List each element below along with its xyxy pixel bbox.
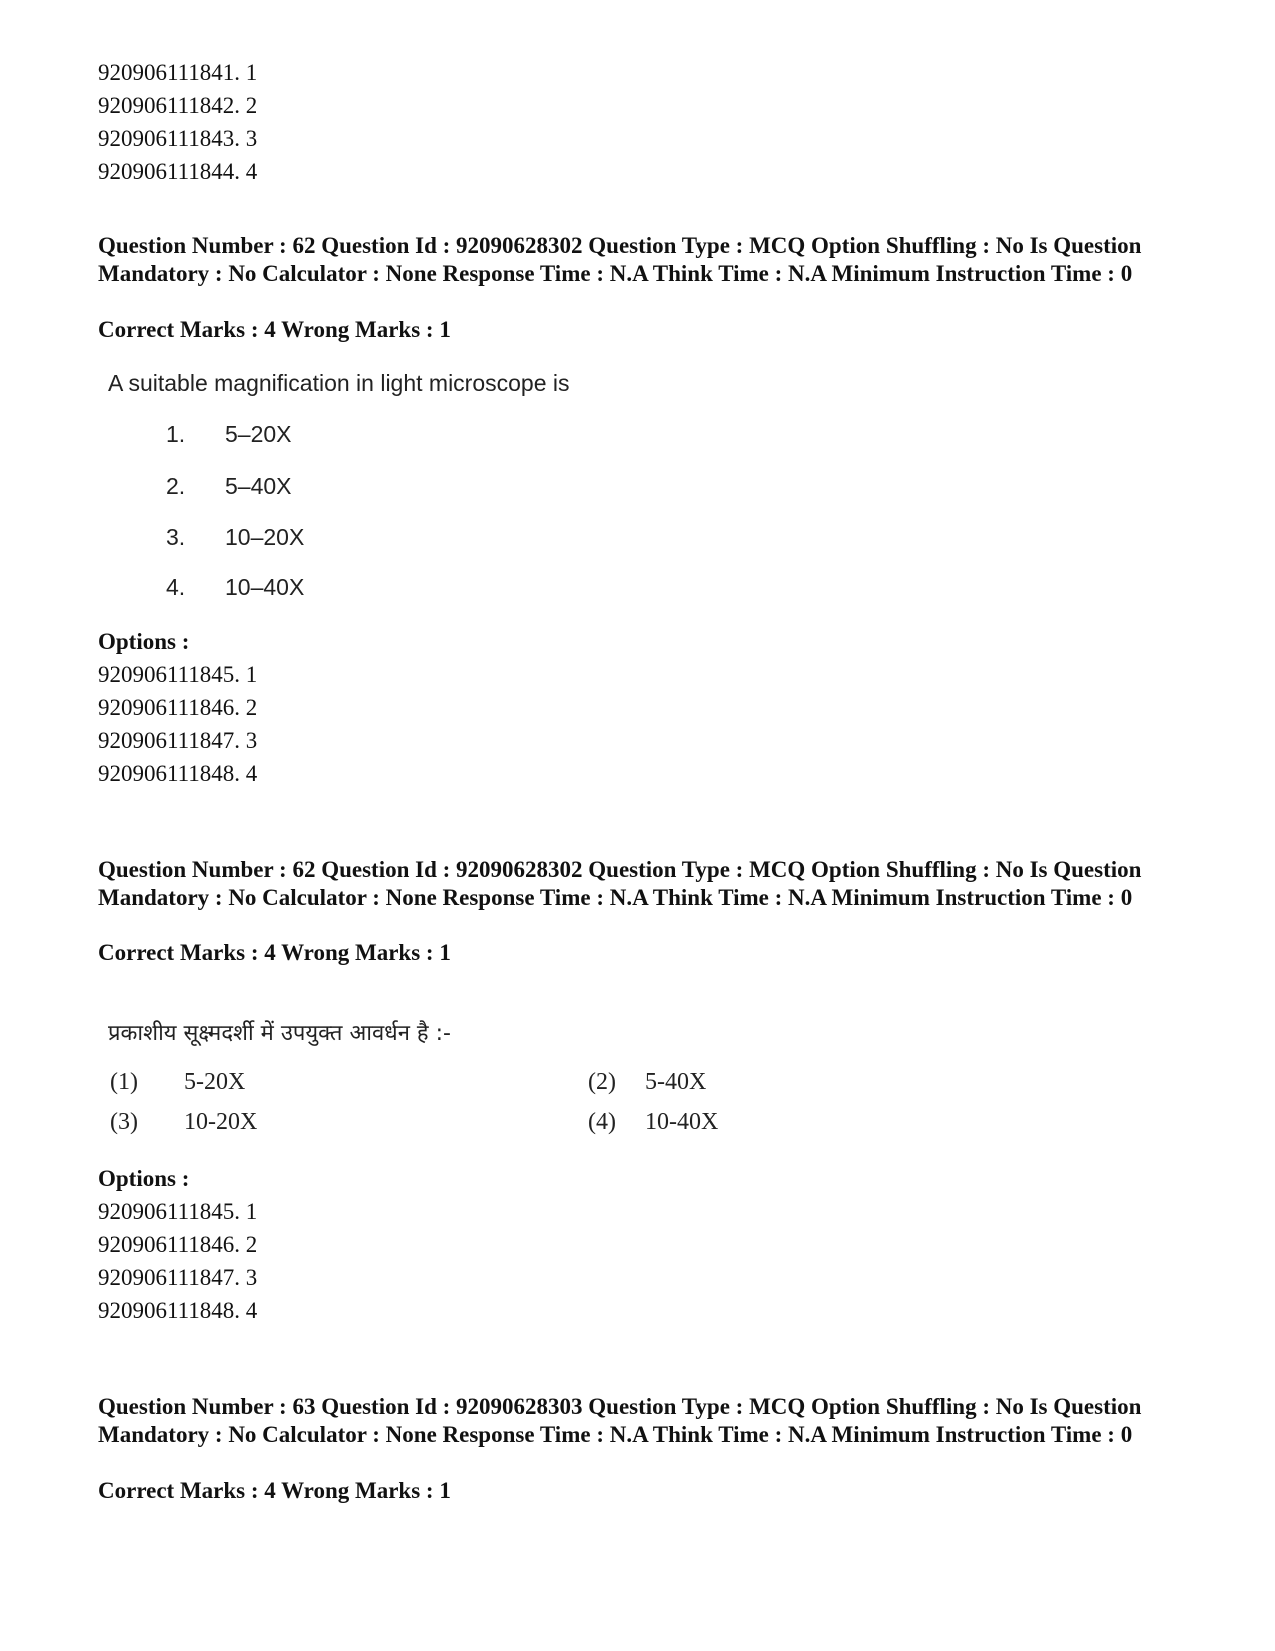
question-text-hindi: प्रकाशीय सूक्ष्मदर्शी में उपयुक्त आवर्धन है :- — [108, 1021, 451, 1046]
option-line: 920906111848. 4 — [98, 761, 258, 786]
marks-line: Correct Marks : 4 Wrong Marks : 1 — [98, 1478, 451, 1503]
choice-text: 10-20X — [184, 1109, 258, 1135]
option-line: 920906111848. 4 — [98, 1298, 258, 1323]
question-text: A suitable magnification in light microscope is — [108, 370, 570, 396]
choice-text: 5-20X — [184, 1069, 246, 1095]
marks-line: Correct Marks : 4 Wrong Marks : 1 — [98, 317, 451, 342]
option-line: 920906111847. 3 — [98, 728, 258, 753]
choice-text: 10–20X — [225, 524, 305, 550]
question-meta: Question Number : 62 Question Id : 92090628302 Question Type : MCQ Option Shuffling : No Is Question Mandatory : No Calculator : None Response Time : N.A Think Time : N.A Minimum Instruction Time : 0 — [98, 857, 1142, 910]
choice-number: (3) — [110, 1109, 138, 1135]
choice-number: 3. — [166, 524, 186, 550]
option-line: 920906111842. 2 — [98, 93, 258, 118]
choice-text: 10-40X — [645, 1109, 719, 1135]
options-label: Options : — [98, 1166, 190, 1191]
choice-number: 4. — [166, 574, 186, 600]
option-line: 920906111846. 2 — [98, 1232, 258, 1257]
choice-number: (2) — [588, 1069, 616, 1095]
option-line: 920906111846. 2 — [98, 695, 258, 720]
option-line: 920906111841. 1 — [98, 60, 258, 85]
choice-text: 5–20X — [225, 421, 292, 447]
question-meta: Question Number : 63 Question Id : 92090628303 Question Type : MCQ Option Shuffling : No Is Question Mandatory : No Calculator : None Response Time : N.A Think Time : N.A Minimum Instruction Time : 0 — [98, 1394, 1142, 1447]
option-line: 920906111843. 3 — [98, 126, 258, 151]
option-line: 920906111845. 1 — [98, 662, 258, 687]
choice-text: 5–40X — [225, 473, 292, 499]
choice-number: 1. — [166, 421, 186, 447]
choice-number: 2. — [166, 473, 186, 499]
question-meta: Question Number : 62 Question Id : 92090628302 Question Type : MCQ Option Shuffling : No Is Question Mandatory : No Calculator : None Response Time : N.A Think Time : N.A Minimum Instruction Time : 0 — [98, 233, 1142, 286]
marks-line: Correct Marks : 4 Wrong Marks : 1 — [98, 940, 451, 965]
choice-number: (1) — [110, 1069, 138, 1095]
option-line: 920906111847. 3 — [98, 1265, 258, 1290]
choice-number: (4) — [588, 1109, 616, 1135]
choice-text: 5-40X — [645, 1069, 707, 1095]
choice-text: 10–40X — [225, 574, 305, 600]
option-line: 920906111845. 1 — [98, 1199, 258, 1224]
option-line: 920906111844. 4 — [98, 159, 258, 184]
options-label: Options : — [98, 629, 190, 654]
